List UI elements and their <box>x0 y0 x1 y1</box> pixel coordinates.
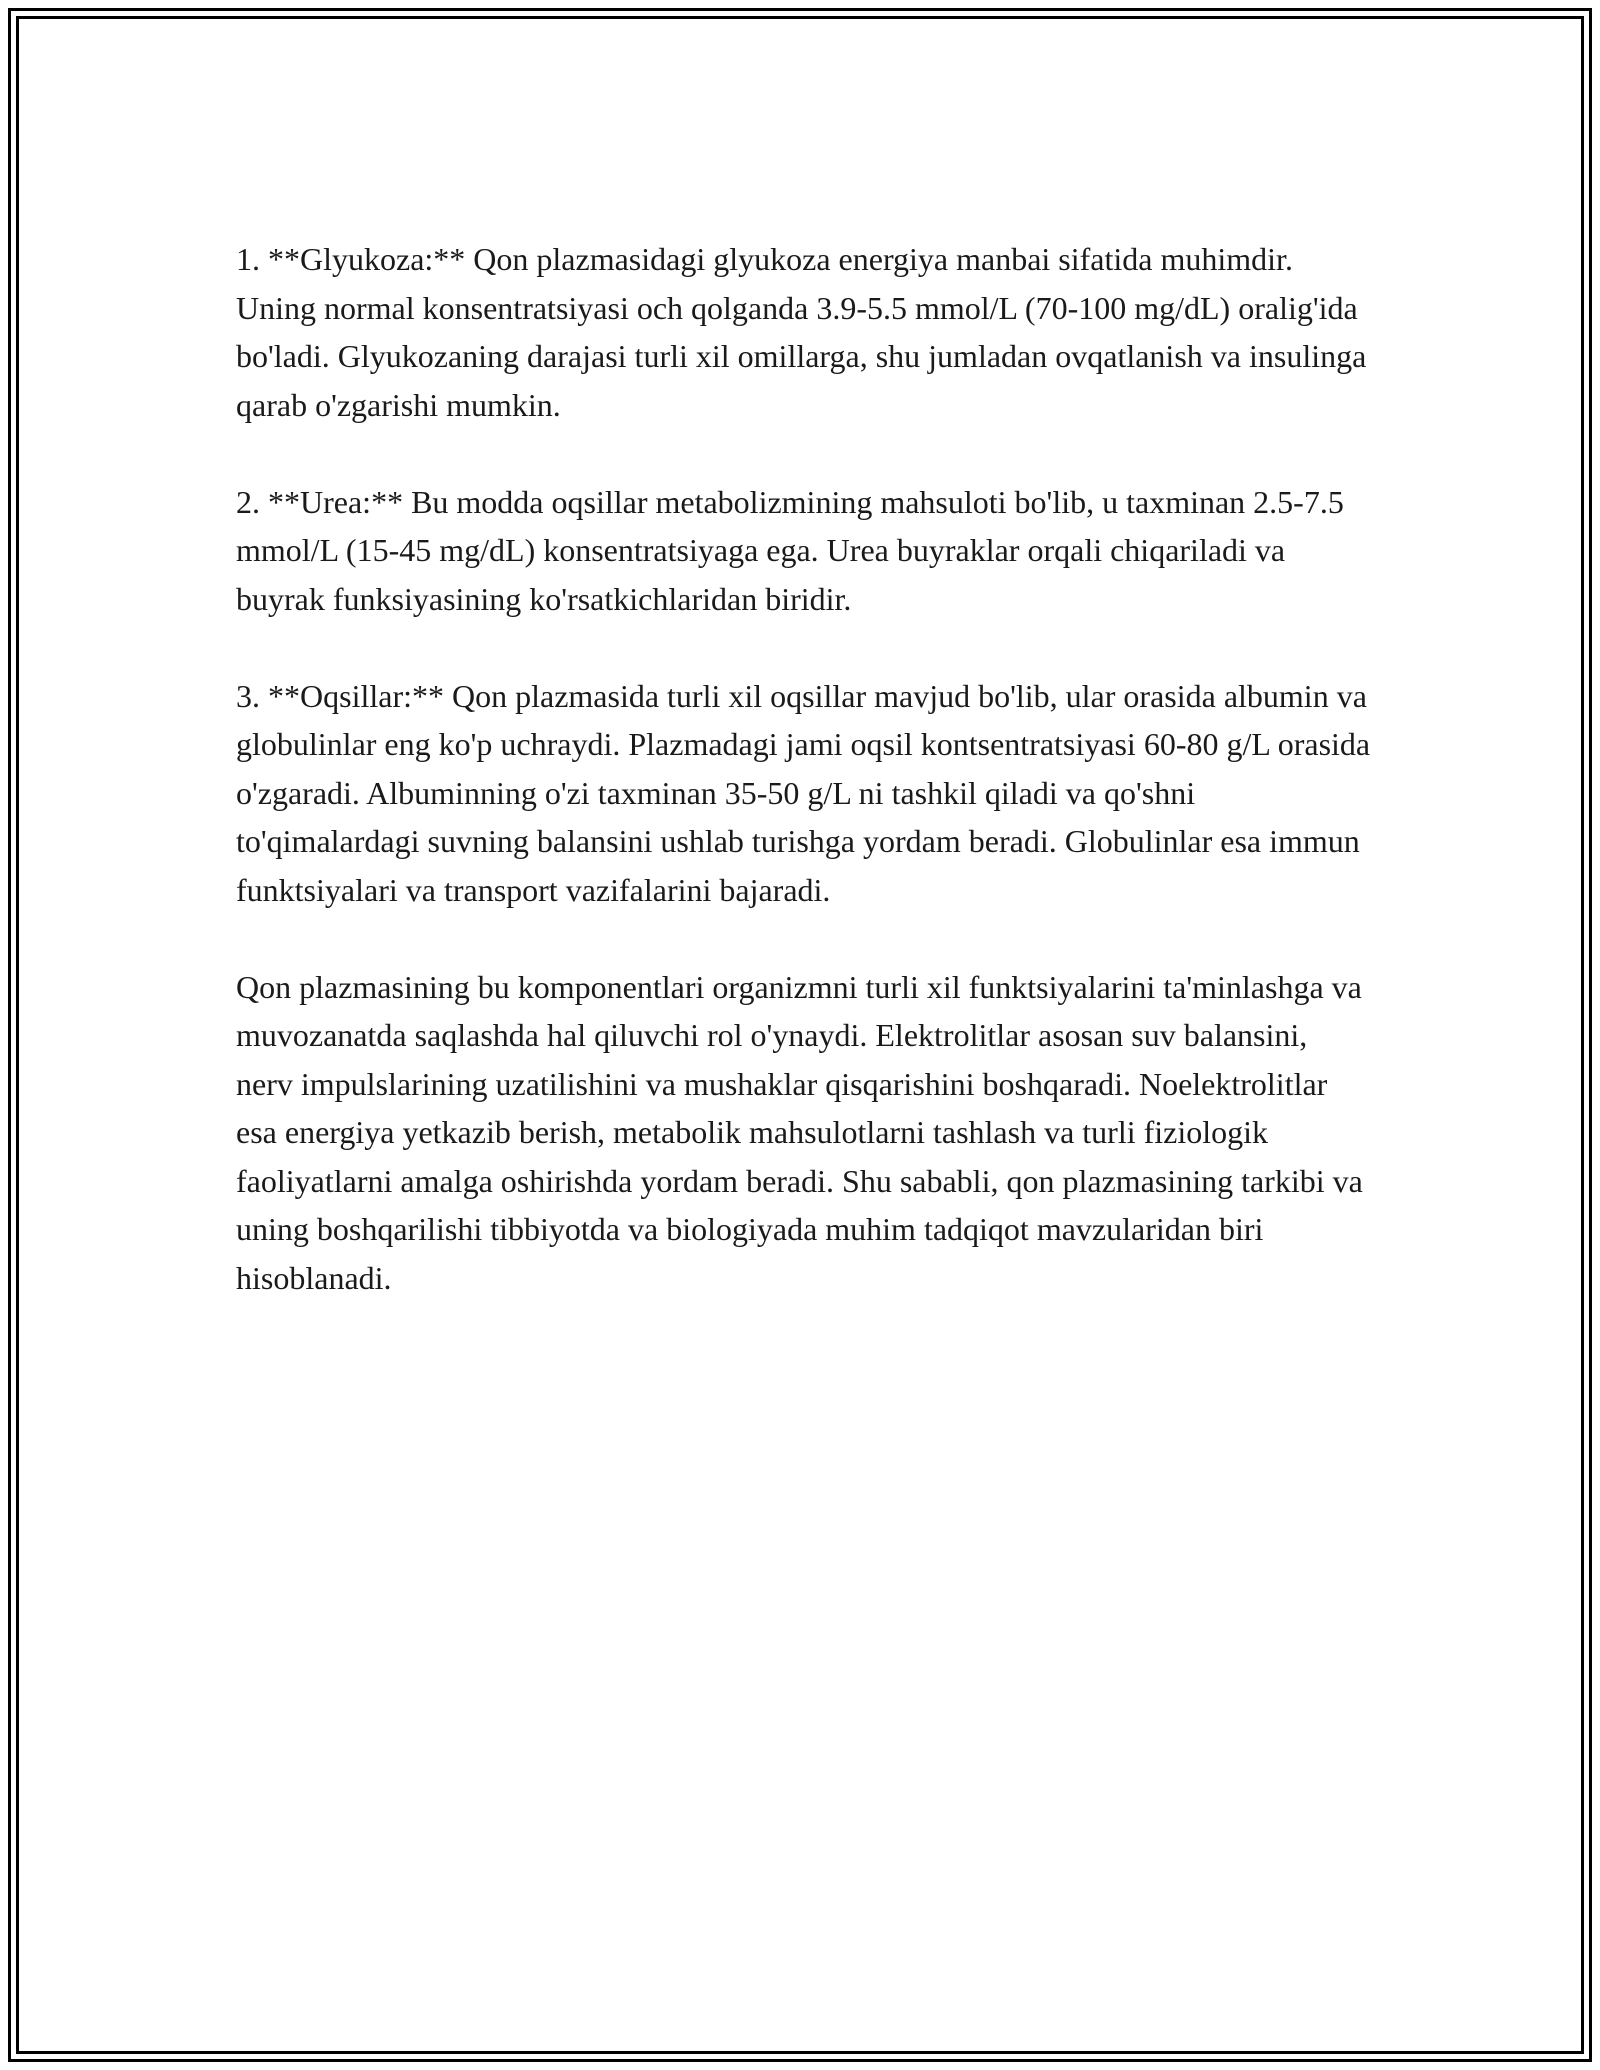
paragraph-glucose: 1. **Glyukoza:** Qon plazmasidagi glyukoza energiya manbai sifatida muhimdir. Uning normal konsentratsiyasi och qolganda 3.9-5.5 mmol/L (70-100 mg/dL) oralig'ida bo'ladi. Glyukozaning darajasi turli xil omillarga, shu jumladan ovqatlanish va insulinga qarab o'zgarishi mumkin. <box>236 241 1367 423</box>
paragraph-summary: Qon plazmasining bu komponentlari organizmni turli xil funktsiyalarini ta'minlashga va muvozanatda saqlashda hal qiluvchi rol o'ynaydi. Elektrolitlar asosan suv balansini, nerv impulslarining uzatilishini va mushaklar qisqarishini boshqaradi. Noelektrolitlar esa energiya yetkazib berish, metabolik mahsulotlarni tashlash va turli fiziologik faoliyatlarni amalga oshirishda yordam beradi. Shu sababli, qon plazmasining tarkibi va uning boshqarilishi tibbiyotda va biologiyada muhim tadqiqot mavzularidan biri hisoblanadi. <box>236 968 1363 1296</box>
paragraph-urea: 2. **Urea:** Bu modda oqsillar metabolizmining mahsuloti bo'lib, u taxminan 2.5-7.5 mmol/L (15-45 mg/dL) konsentratsiyaga ega. Urea buyraklar orqali chiqariladi va buyrak funksiyasining ko'rsatkichlaridan biridir. <box>236 483 1344 617</box>
document-body <box>236 235 1372 1302</box>
paragraph-proteins: 3. **Oqsillar:** Qon plazmasida turli xil oqsillar mavjud bo'lib, ular orasida albumin va globulinlar eng ko'p uchraydi. Plazmadagi jami oqsil kontsentratsiyasi 60-80 g/L orasida o'zgaradi. Albuminning o'zi taxminan 35-50 g/L ni tashkil qiladi va qo'shni to'qimalardagi suvning balansini ushlab turishga yordam beradi. Globulinlar esa immun funktsiyalari va transport vazifalarini bajaradi. <box>236 677 1371 908</box>
